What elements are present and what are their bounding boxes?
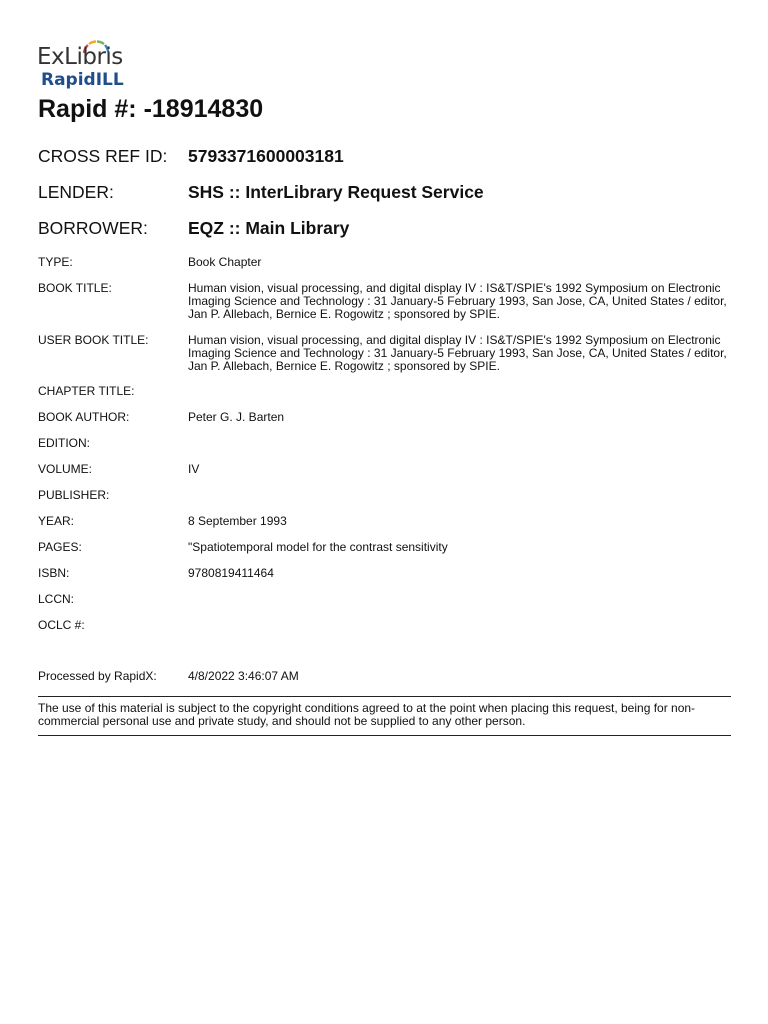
divider-bottom [38,735,731,736]
field-value: IV [188,462,200,476]
summary-value: SHS :: InterLibrary Request Service [188,182,484,202]
field-value: 9780819411464 [188,566,274,580]
field-label: USER BOOK TITLE: [38,333,149,347]
field-label: ISBN: [38,566,70,580]
field-label: YEAR: [38,514,75,528]
field-value: Human vision, visual processing, and digital display IV : IS&T/SPIE's 1992 Symposium on Electronic Imaging Science and Technology : 31 January-5 February 1993, San Jose, CA, United States / editor, Jan P. Allebach, Bernice E. Rogowitz ; sponsored by SPIE. [188,333,727,373]
copyright-notice: The use of this material is subject to the copyright conditions agreed to at the point when placing this request, being for non-commercial personal use and private study, and should not be supplied to any other person. [38,701,696,728]
field-value: Book Chapter [188,255,262,269]
field-label: VOLUME: [38,462,93,476]
processed-value: 4/8/2022 3:46:07 AM [188,669,299,683]
field-label: PUBLISHER: [38,488,110,502]
field-label: LCCN: [38,592,75,606]
field-value: "Spatiotemporal model for the contrast sensitivity [188,540,448,554]
summary-label: CROSS REF ID: [38,146,168,166]
logo-brand-text: ExLibris [37,44,123,70]
processed-label: Processed by RapidX: [38,669,157,683]
field-value: Peter G. J. Barten [188,410,285,424]
exlibris-rapidill-logo [37,40,137,94]
field-label: BOOK TITLE: [38,281,112,295]
field-label: BOOK AUTHOR: [38,410,130,424]
summary-value: EQZ :: Main Library [188,218,350,238]
summary-label: BORROWER: [38,218,148,238]
field-label: CHAPTER TITLE: [38,384,135,398]
logo-product-text: RapidILL [41,70,124,90]
field-label: OCLC #: [38,618,85,632]
field-value: 8 September 1993 [188,514,287,528]
summary-row-cross-ref [38,142,738,170]
rapid-number-title: Rapid #: -18914830 [38,95,264,123]
field-label: TYPE: [38,255,73,269]
field-value: Human vision, visual processing, and digital display IV : IS&T/SPIE's 1992 Symposium on Electronic Imaging Science and Technology : 31 January-5 February 1993, San Jose, CA, United States / editor, Jan P. Allebach, Bernice E. Rogowitz ; sponsored by SPIE. [188,281,727,321]
summary-row-lender [38,178,738,206]
field-label: PAGES: [38,540,82,554]
summary-row-borrower [38,214,738,242]
summary-value: 5793371600003181 [188,146,344,166]
field-label: EDITION: [38,436,91,450]
summary-label: LENDER: [38,182,114,202]
divider-top [38,696,731,697]
